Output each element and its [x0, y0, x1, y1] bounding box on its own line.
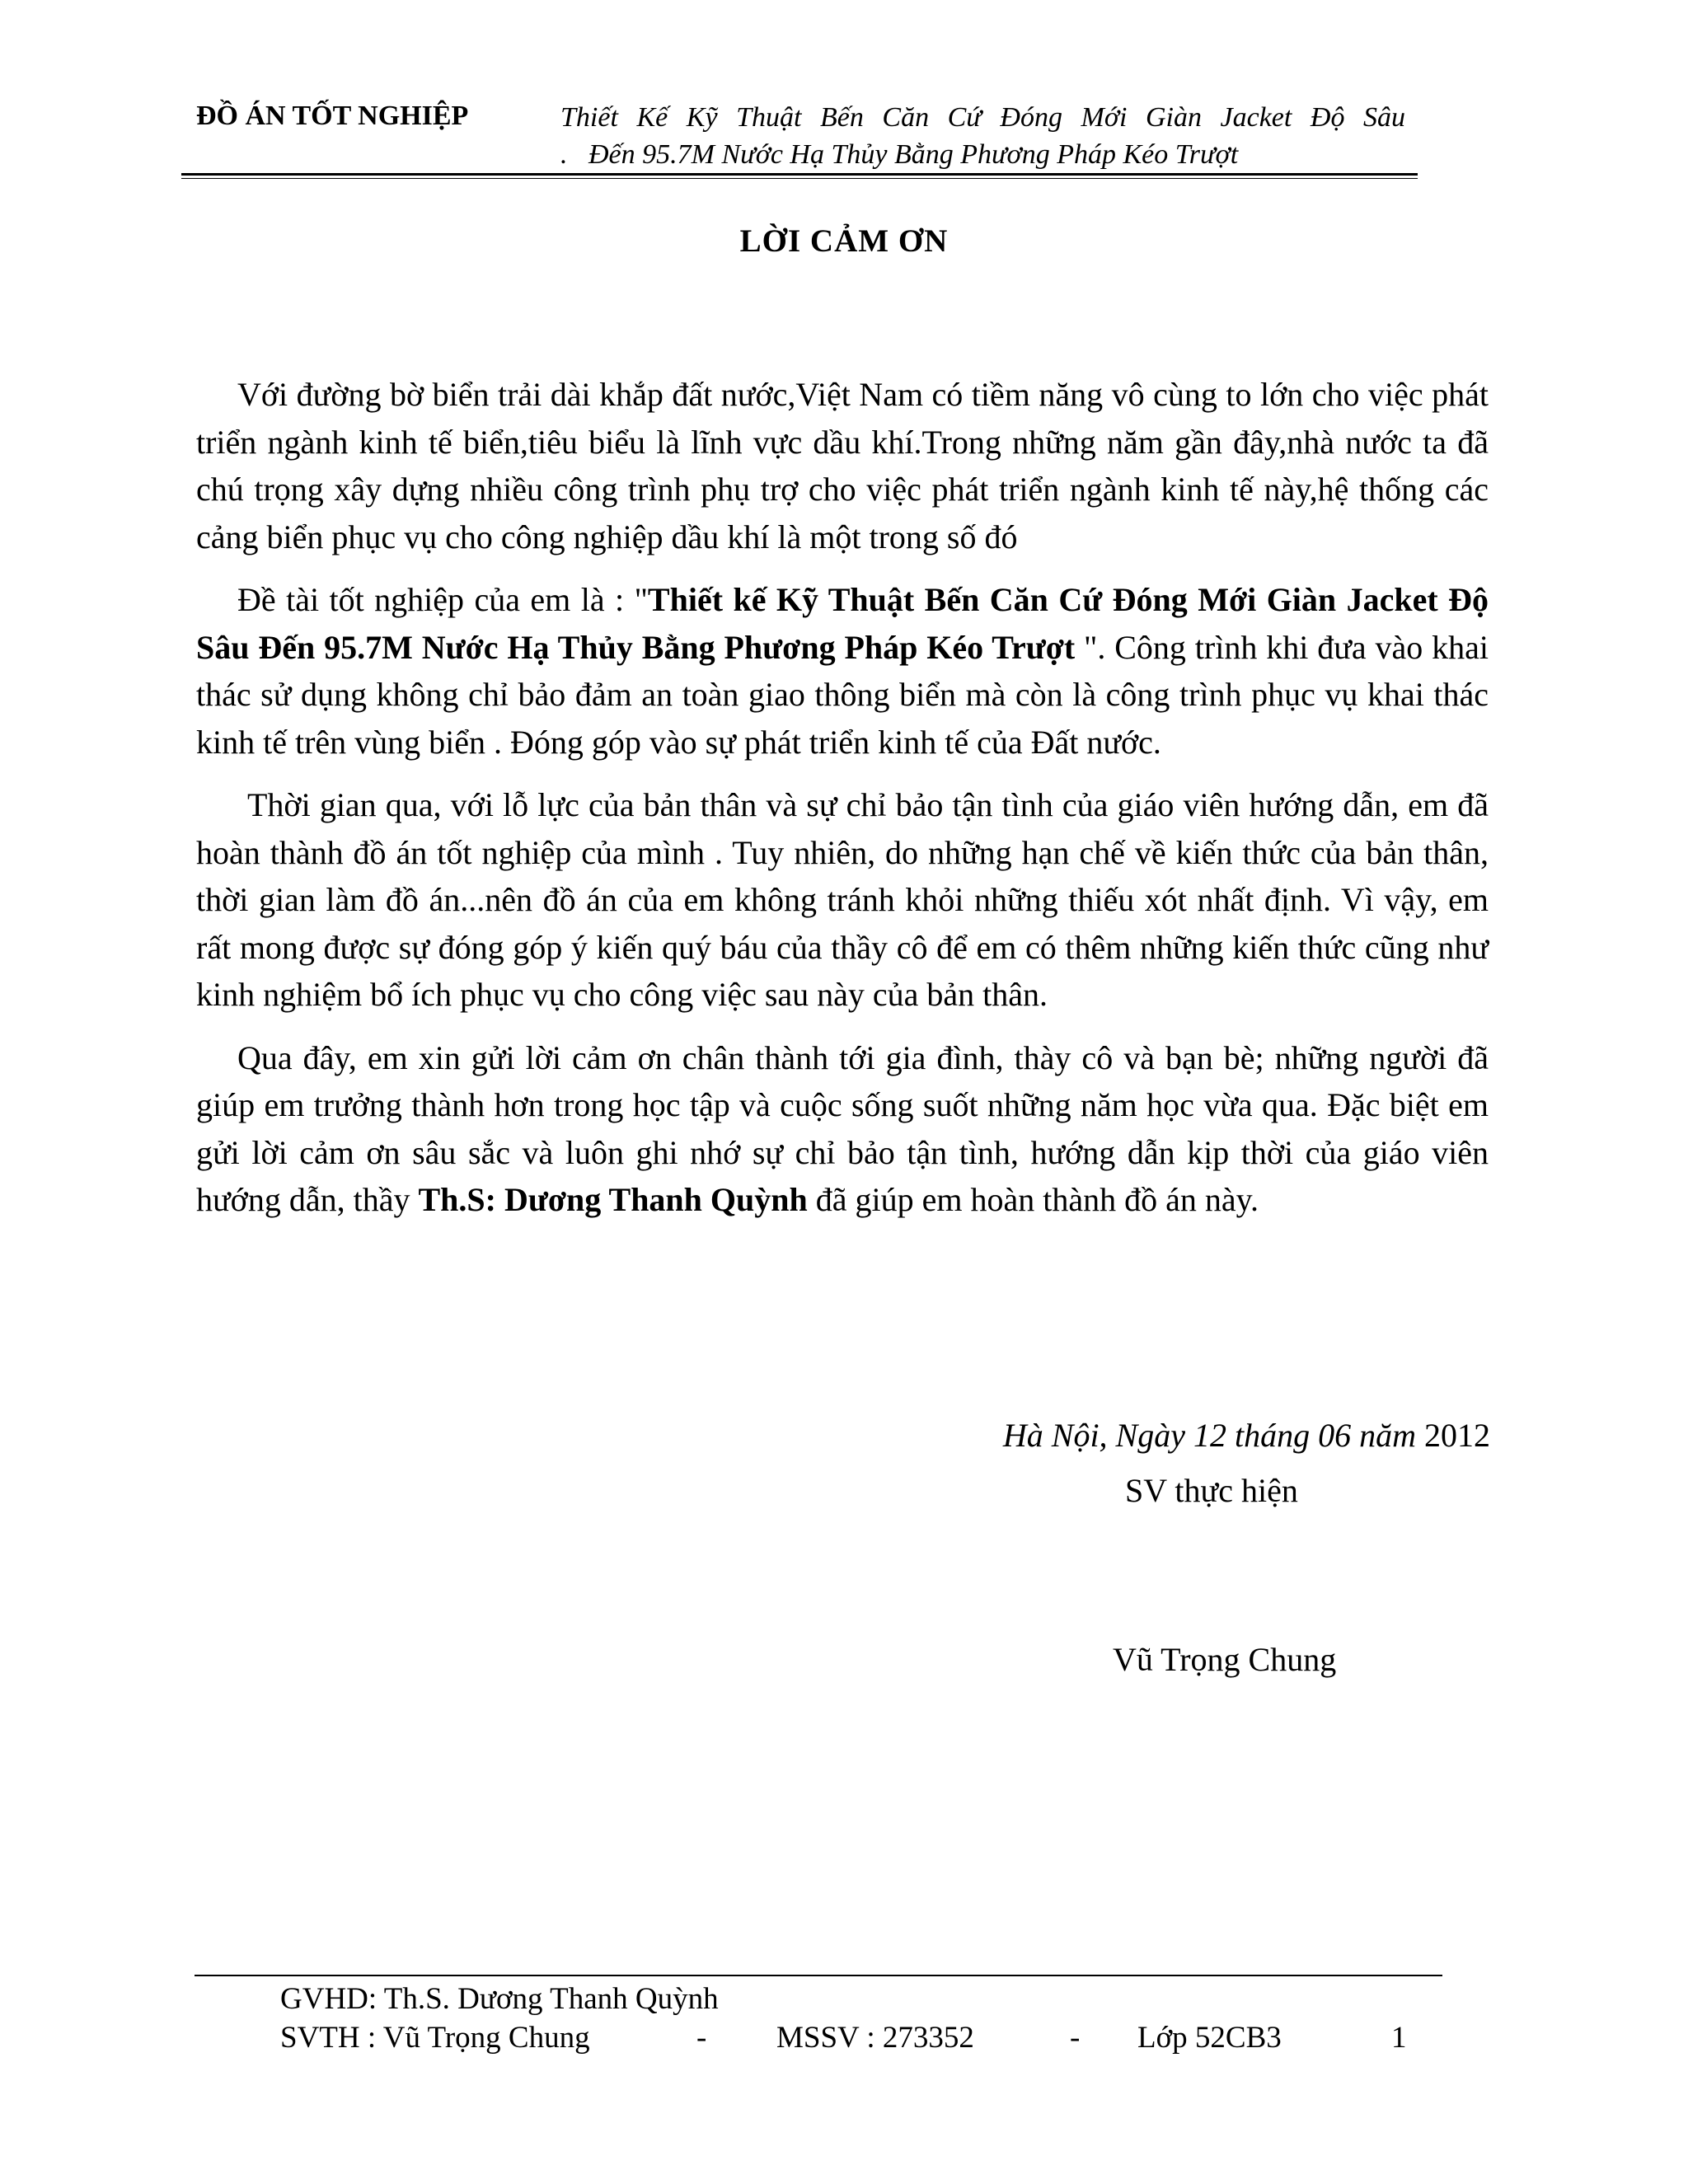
- thesis-topic-title: Thiết kế Kỹ Thuật Bến Căn Cứ Đóng Mới Giàn Jacket Độ Sâu Đến 95.7M Nước Hạ Thủy Bằng Phương Pháp Kéo Trượt: [196, 581, 1489, 666]
- signature-role: SV thực hiện: [1125, 1472, 1298, 1509]
- paragraph-topic-rest: ". Công trình khi đưa vào khai thác sử dụng không chỉ bảo đảm an toàn giao thông biển mà còn là công trình phục vụ khai thác kinh tế trên vùng biển . Đóng góp vào sự phát triển kinh tế của Đất nước.: [196, 628, 1489, 761]
- paragraph-topic: [196, 576, 1489, 766]
- header-topic-line2-text: Đến 95.7M Nước Hạ Thủy Bằng Phương Pháp Kéo Trượt: [588, 139, 1239, 170]
- footer-advisor: GVHD: Th.S. Dương Thanh Quỳnh: [280, 1982, 719, 2016]
- footer-divider: [195, 1975, 1442, 1976]
- paragraph-thanks-rest: đã giúp em hoàn thành đồ án này.: [807, 1181, 1259, 1218]
- paragraph-topic-lead: Đề tài tốt nghiệp của em là : ": [237, 581, 648, 618]
- header-topic-line1: Thiết Kế Kỹ Thuật Bến Căn Cứ Đóng Mới Giàn Jacket Độ Sâu: [560, 102, 1405, 133]
- page-number: 1: [1391, 2021, 1407, 2055]
- document-body: [196, 371, 1489, 1240]
- paragraph-thanks-lead: Qua đây, em xin gửi lời cảm ơn chân thành tới gia đình, thày cô và bạn bè; những người đã giúp em trưởng thành hơn trong học tập và cuộc sống suốt những năm học vừa qua. Đặc biệt em gửi lời cảm ơn sâu sắc và luôn ghi nhớ sự chỉ bảo tận tình, hướng dẫn kịp thời của giáo viên hướng dẫn, thầy: [196, 1038, 1489, 1218]
- page-title: LỜI CẢM ƠN: [739, 223, 949, 259]
- footer-student-id: MSSV : 273352: [776, 2021, 974, 2055]
- header-divider: [181, 173, 1418, 179]
- header-topic-dot: .: [560, 139, 568, 170]
- signature-year: 2012: [1416, 1417, 1490, 1454]
- signature-date-text: Hà Nội, Ngày 12 tháng 06 năm: [1002, 1417, 1416, 1454]
- footer-separator: -: [1070, 2021, 1081, 2055]
- paragraph-thanks: [196, 1034, 1489, 1224]
- signature-name: Vũ Trọng Chung: [1113, 1641, 1337, 1678]
- paragraph-progress: Thời gian qua, với lỗ lực của bản thân và sự chỉ bảo tận tình của giáo viên hướng dẫn, em đã hoàn thành đồ án tốt nghiệp của mình . Tuy nhiên, do những hạn chế về kiến thức của bản thân, thời gian làm đồ án...nên đồ án của em không tránh khỏi những thiếu xót nhất định. Vì vậy, em rất mong được sự đóng góp ý kiến quý báu của thầy cô để em có thêm những kiến thức cũng như kinh nghiệm bổ ích phục vụ cho công việc sau này của bản thân.: [196, 786, 1489, 1013]
- header-topic: [560, 99, 1405, 173]
- footer-student: SVTH : Vũ Trọng Chung: [280, 2021, 590, 2055]
- paragraph-intro: Với đường bờ biển trải dài khắp đất nước,Việt Nam có tiềm năng vô cùng to lớn cho việc phát triển ngành kinh tế biển,tiêu biểu là lĩnh vực dầu khí.Trong những năm gần đây,nhà nước ta đã chú trọng xây dựng nhiều công trình phụ trợ cho việc phát triển ngành kinh tế này,hệ thống các cảng biển phục vụ cho công nghiệp dầu khí là một trong số đó: [196, 376, 1489, 555]
- advisor-name: Th.S: Dương Thanh Quỳnh: [418, 1181, 808, 1218]
- signature-date: [1003, 1416, 1490, 1455]
- header-doc-type: ĐỒ ÁN TỐT NGHIỆP: [196, 101, 469, 131]
- header-topic-line2: [560, 136, 1405, 173]
- footer-separator: -: [696, 2021, 707, 2055]
- footer-class: Lớp 52CB3: [1137, 2021, 1282, 2055]
